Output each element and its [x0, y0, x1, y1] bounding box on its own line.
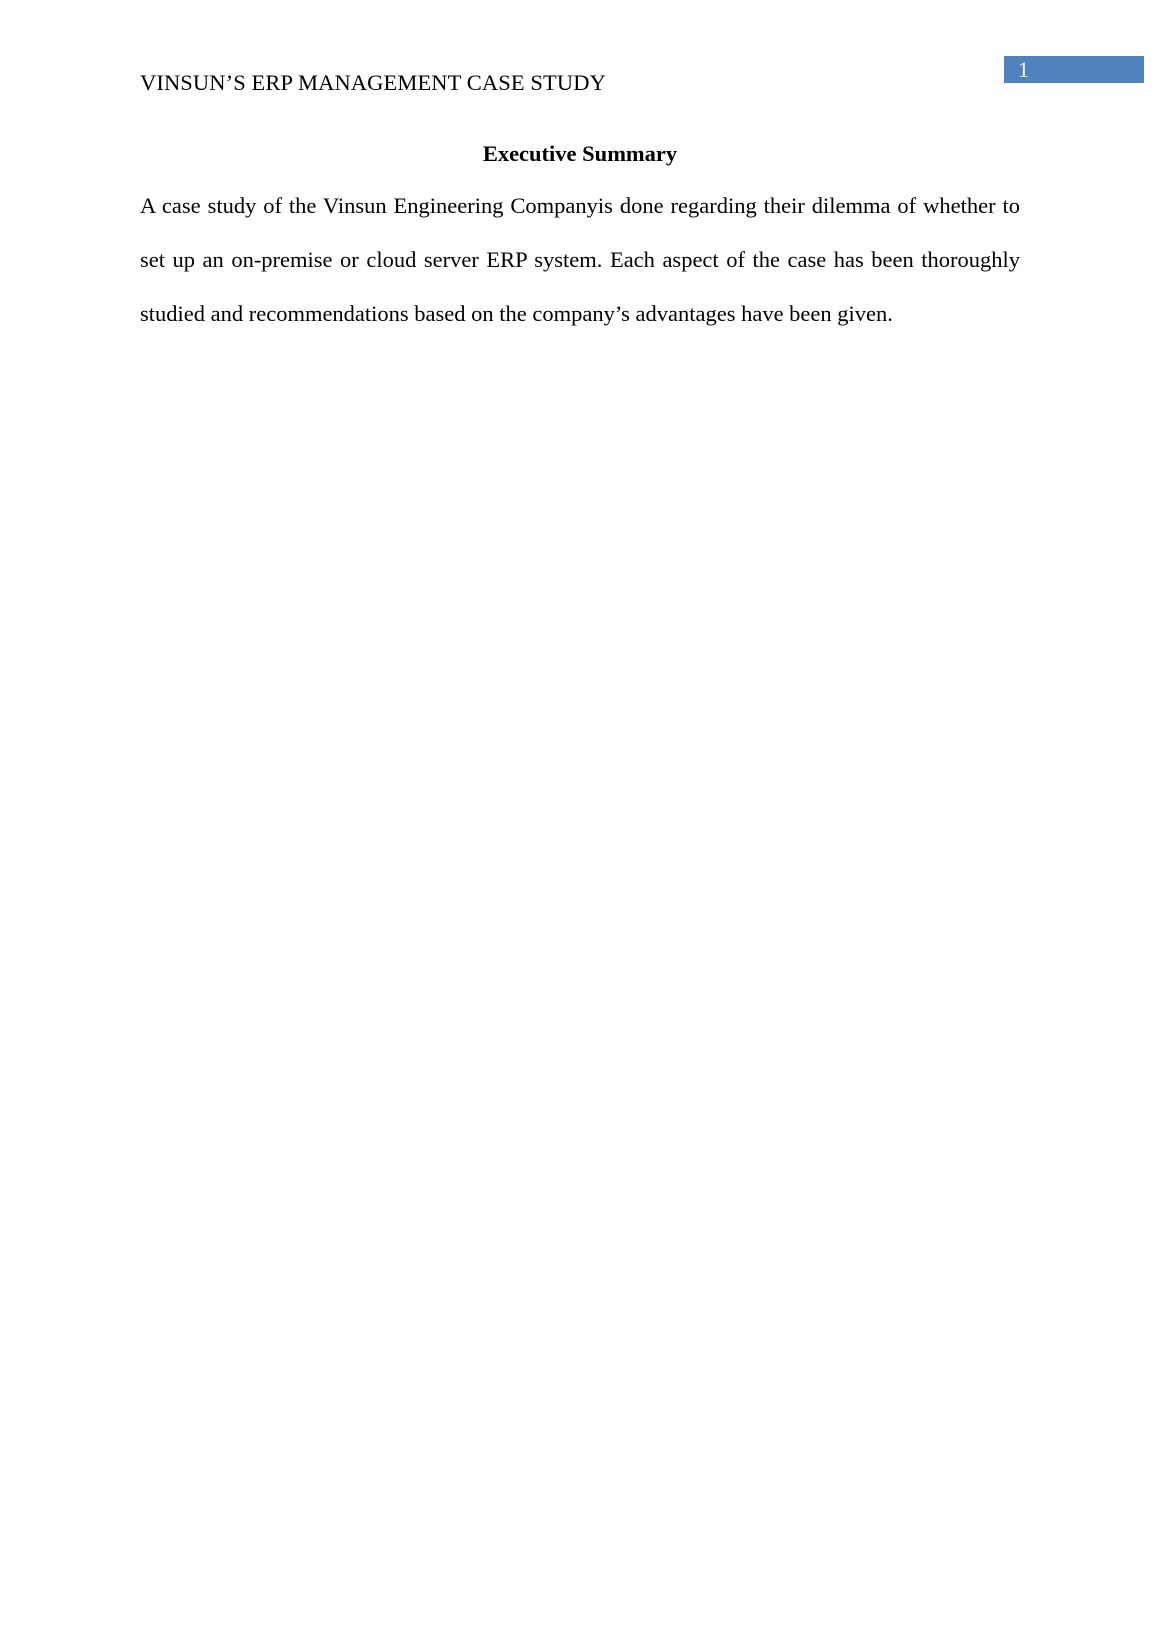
- running-head: VINSUN’S ERP MANAGEMENT CASE STUDY: [140, 70, 606, 95]
- page-number-box: [1004, 56, 1144, 83]
- page-number: 1: [1018, 57, 1029, 82]
- summary-paragraph: A case study of the Vinsun Engineering Companyis done regarding their dilemma of whether to set up an on-premise or cloud server ERP system. Each aspect of the case has been thoroughly studied and recommendations based on the company’s advantages have been given.: [140, 193, 1020, 326]
- section-heading: Executive Summary: [482, 141, 678, 166]
